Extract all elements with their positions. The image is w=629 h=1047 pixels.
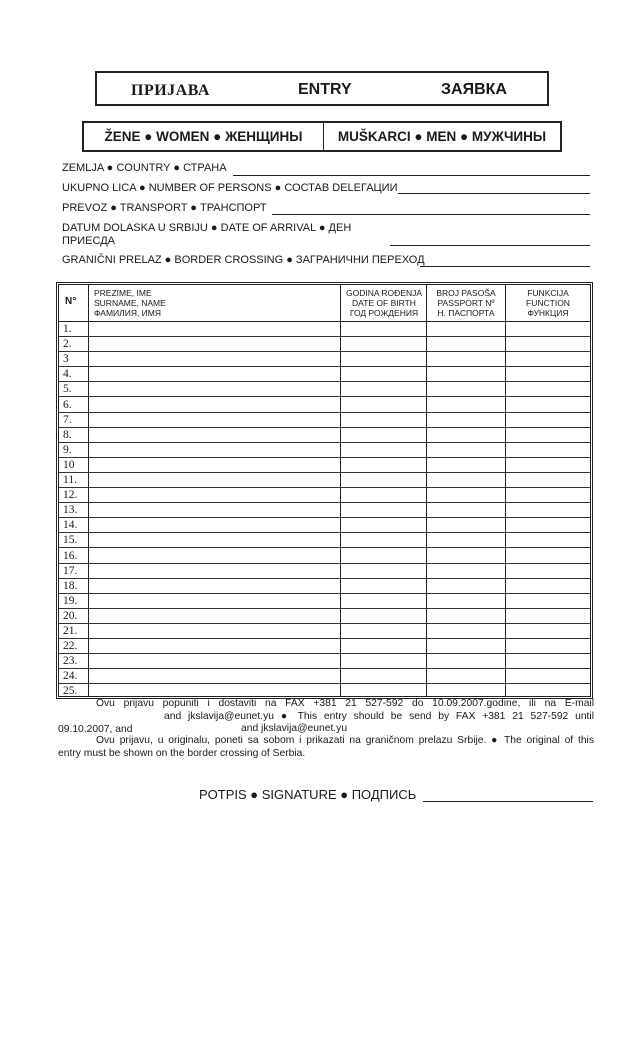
table-header <box>59 285 590 322</box>
form-title-box <box>95 71 549 106</box>
row-number: 14. <box>63 519 78 532</box>
table-row[interactable] <box>59 382 590 397</box>
country-field[interactable] <box>233 175 590 176</box>
transport-field[interactable] <box>272 214 590 215</box>
table-row[interactable] <box>59 443 590 458</box>
gender-female-option[interactable]: ŽENE ● WOMEN ● ЖЕНЩИНЫ <box>84 123 324 150</box>
arrival-date-label-cont: ПРИЕСДА <box>62 235 115 247</box>
note-line-3a: 09.10.2007, and <box>58 724 133 735</box>
row-number: 19. <box>63 594 78 607</box>
row-number: 7. <box>63 413 72 426</box>
title-serbian: ПРИЈАВА <box>131 82 210 99</box>
arrival-date-label: DATUM DOLASKA U SRBIJU ● DATE OF ARRIVAL ● ДЕН <box>62 222 352 234</box>
table-row[interactable] <box>59 458 590 473</box>
note-line-4: Ovu prijavu, u originalu, poneti sa sobom i prikazati na graničnom prelazu Srbije. ● The original of this <box>96 735 594 746</box>
table-row[interactable] <box>59 337 590 352</box>
row-number: 22. <box>63 640 78 653</box>
table-row[interactable] <box>59 428 590 443</box>
header-number: N° <box>65 296 77 307</box>
row-number: 12. <box>63 489 78 502</box>
row-number: 2. <box>63 338 72 351</box>
table-row[interactable] <box>59 503 590 518</box>
persons-field[interactable] <box>398 193 590 194</box>
table-row[interactable] <box>59 594 590 609</box>
table-row[interactable] <box>59 413 590 428</box>
gender-male-option[interactable]: MUŠKARCI ● MEN ● МУЖЧИНЫ <box>337 129 547 144</box>
table-row[interactable] <box>59 669 590 684</box>
header-birth: GODINA ROĐENJA DATE OF BIRTH ГОД РОЖДЕНИЯ <box>345 288 423 318</box>
gender-box <box>82 121 562 152</box>
table-row[interactable] <box>59 488 590 503</box>
row-number: 21. <box>63 625 78 637</box>
note-line-1: Ovu prijavu popuniti i dostaviti na FAX +381 21 527-592 do 10.09.2007.godine, ili na E-mail <box>96 698 594 709</box>
row-number: 6. <box>63 398 72 411</box>
arrival-date-field[interactable] <box>390 245 590 246</box>
title-russian: ЗАЯВКА <box>441 81 507 98</box>
row-number: 20. <box>63 609 78 622</box>
title-english: ENTRY <box>298 81 352 98</box>
table-row[interactable] <box>59 473 590 488</box>
row-number: 5. <box>63 383 72 396</box>
row-number: 11. <box>63 474 77 486</box>
table-row[interactable] <box>59 624 590 639</box>
row-number: 25. <box>63 685 78 698</box>
persons-label: UKUPNO LICA ● NUMBER OF PERSONS ● СОСТАВ DELEГАЦИИ <box>62 182 398 194</box>
note-line-2: and jkslavija@eunet.yu ● This entry should be send by FAX +381 21 527-592 until <box>164 711 594 722</box>
table-row[interactable] <box>59 322 590 337</box>
header-passport: BROJ PASOŠA PASSPORT Nº Н. ПАСПОРТА <box>436 288 496 318</box>
row-number: 3 <box>63 353 69 366</box>
row-number: 1. <box>63 323 72 335</box>
row-number: 18. <box>63 579 78 592</box>
header-name: PREZIME, IME SURNAME, NAME ФАМИЛИЯ, ИМЯ <box>94 288 166 318</box>
row-number: 16. <box>63 549 78 562</box>
note-line-3b: and jkslavija@eunet.yu <box>241 723 348 734</box>
row-number: 13. <box>63 504 78 517</box>
header-function: FUNKCIJA FUNCTION ФУНКЦИЯ <box>526 288 570 318</box>
table-row[interactable] <box>59 518 590 533</box>
table-row[interactable] <box>59 564 590 579</box>
table-row[interactable] <box>59 654 590 669</box>
table-row[interactable] <box>59 367 590 382</box>
transport-label: PREVOZ ● TRANSPORT ● ТРАНСПОРТ <box>62 202 267 214</box>
table-row[interactable] <box>59 398 590 413</box>
signature-label: POTPIS ● SIGNATURE ● ПОДПИСЬ <box>199 787 417 802</box>
table-row[interactable] <box>59 609 590 624</box>
border-crossing-field[interactable] <box>420 266 590 267</box>
row-number: 17. <box>63 564 78 577</box>
table-row[interactable] <box>59 533 590 548</box>
table-row[interactable] <box>59 639 590 654</box>
country-label: ZEMLJA ● COUNTRY ● СТРАНА <box>62 162 227 174</box>
row-number: 10 <box>63 458 75 471</box>
row-number: 15. <box>63 534 78 547</box>
signature-field[interactable] <box>423 801 593 802</box>
row-number: 24. <box>63 670 78 683</box>
table-row[interactable] <box>59 579 590 594</box>
persons-table <box>56 282 593 699</box>
row-number: 8. <box>63 428 72 441</box>
border-crossing-label: GRANIČNI PRELAZ ● BORDER CROSSING ● ЗАГРАНИЧНИ ПЕРЕХОД <box>62 254 425 266</box>
table-row[interactable] <box>59 352 590 367</box>
note-line-5: entry must be shown on the border crossing of Serbia. <box>58 748 306 759</box>
table-row[interactable] <box>59 549 590 564</box>
row-number: 4. <box>63 368 72 381</box>
row-number: 9. <box>63 443 72 456</box>
row-number: 23. <box>63 655 78 668</box>
